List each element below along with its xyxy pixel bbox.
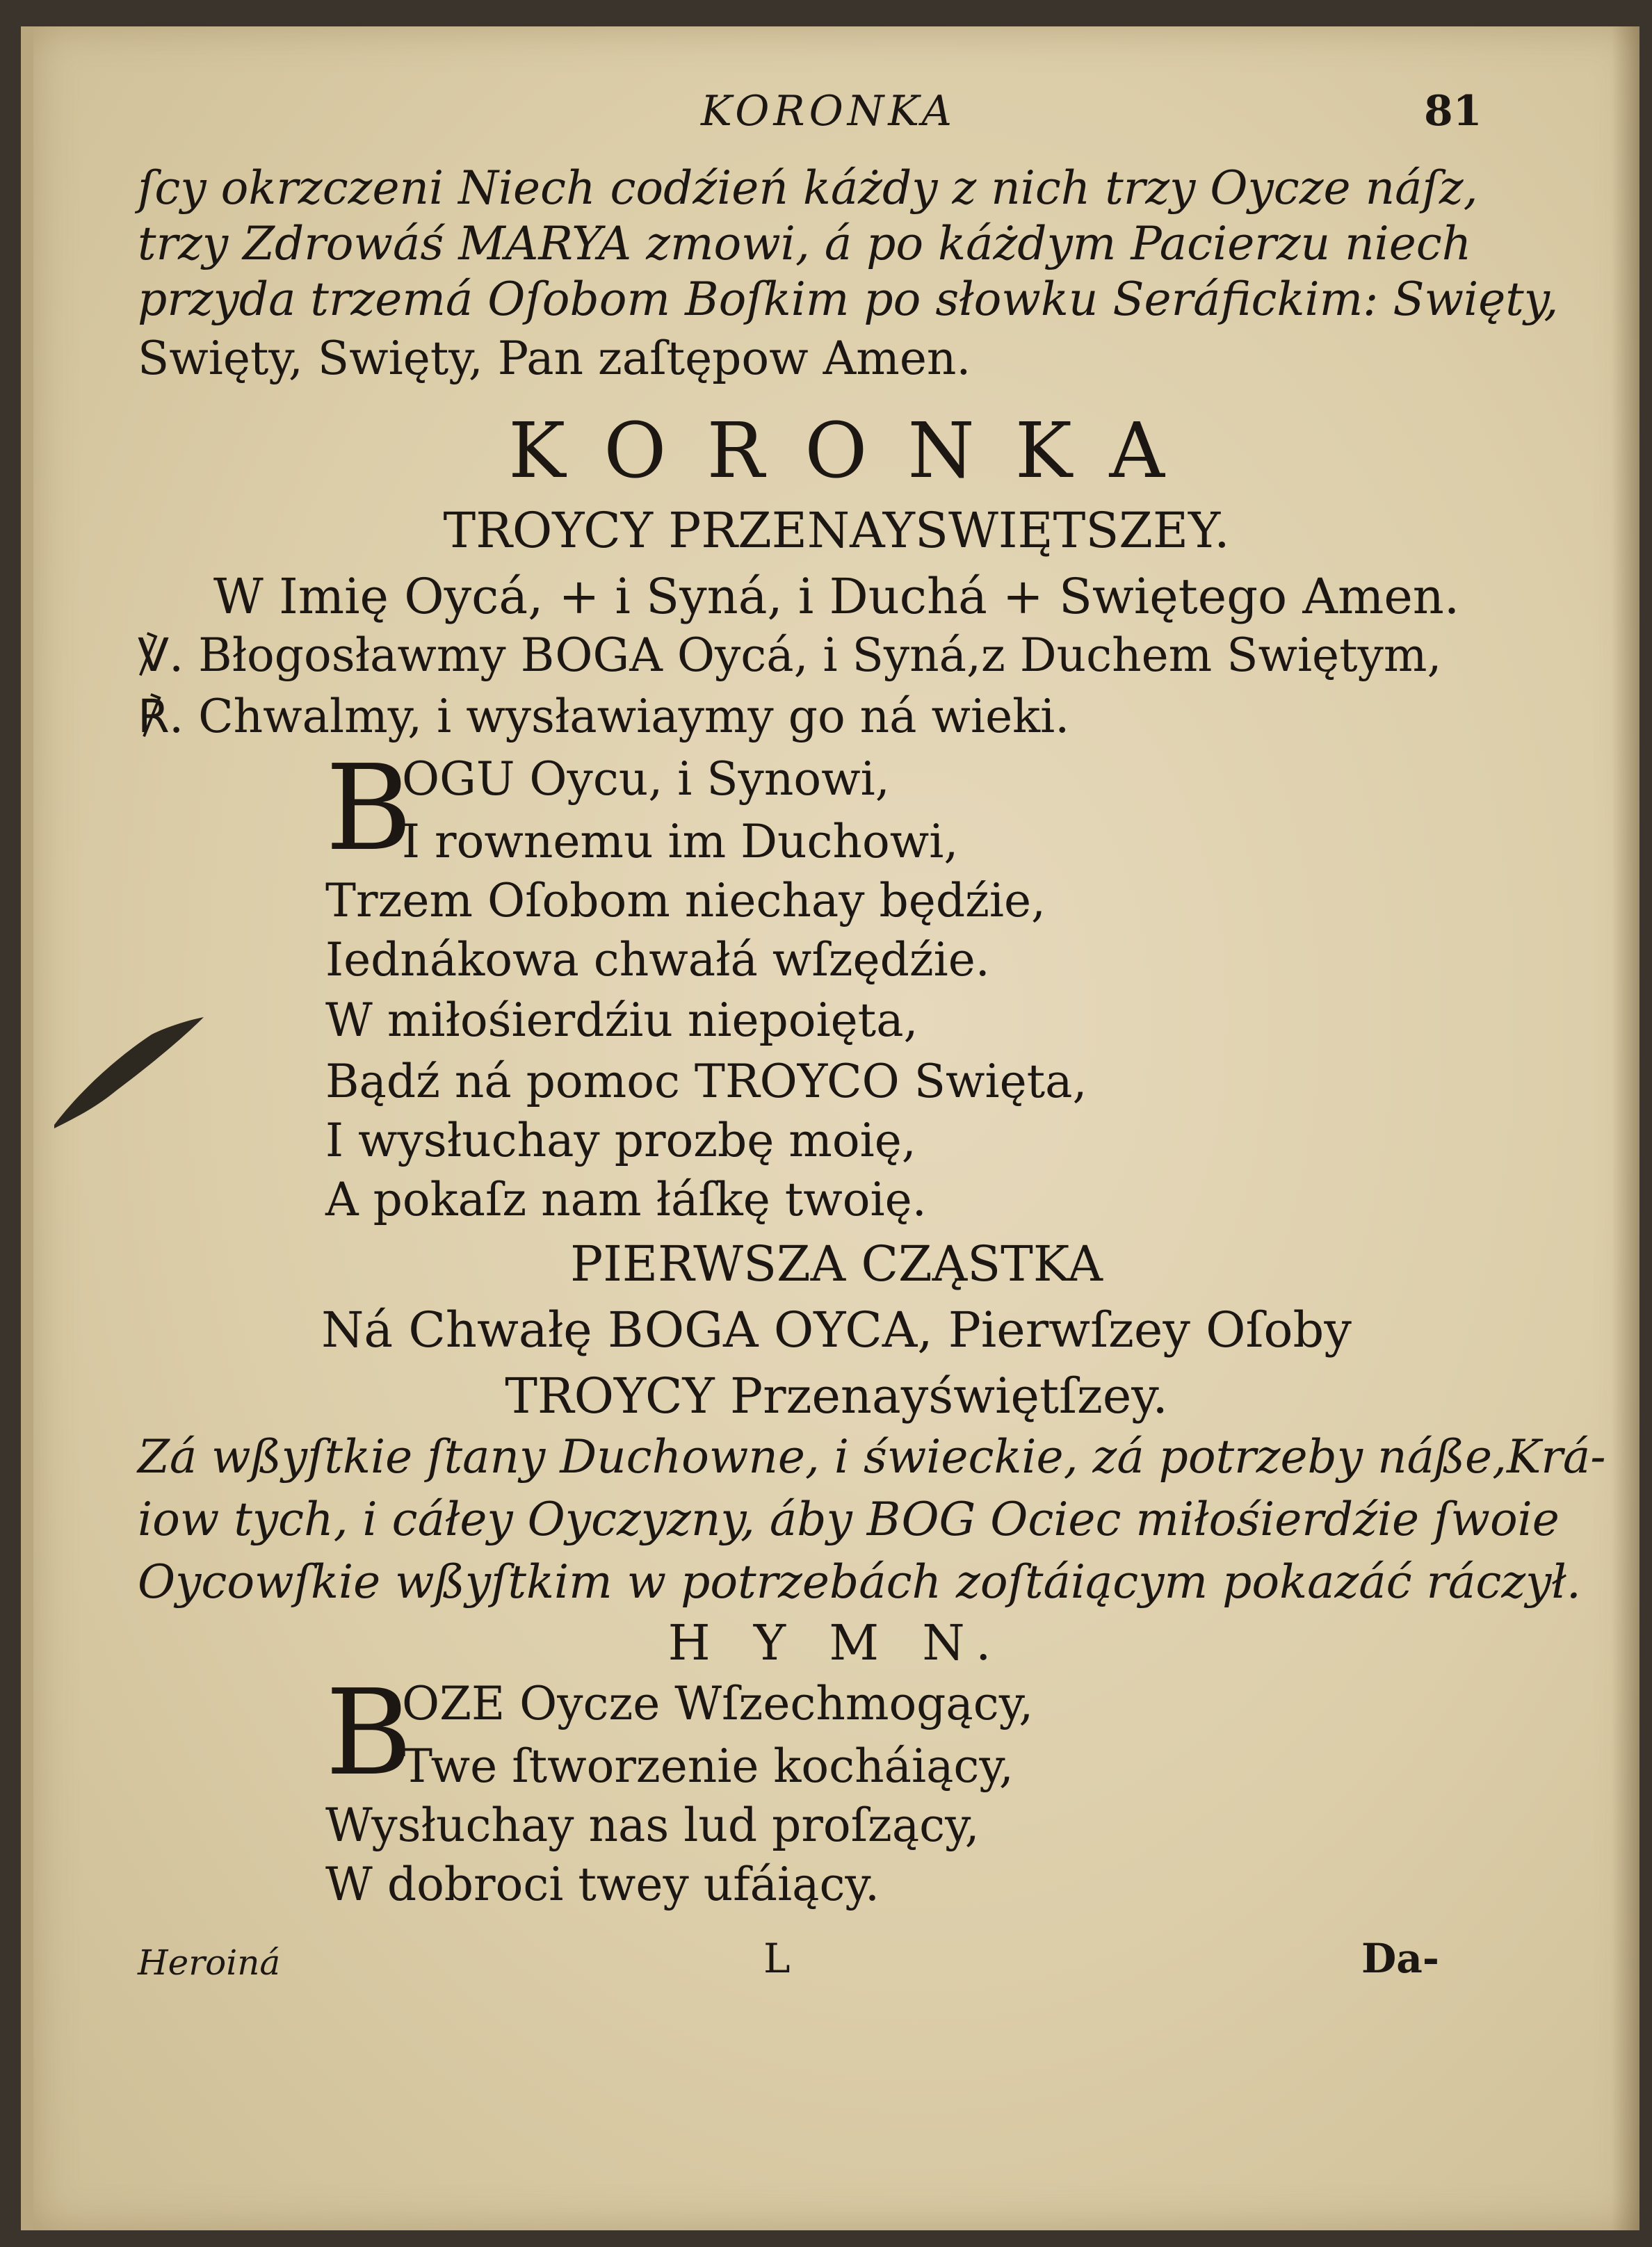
signature-mark: L (763, 1935, 791, 1982)
intro-line-1: ſcy okrzczeni Niech codźień káżdy z nich trzy Oycze náſz, (138, 161, 1478, 215)
section-heading: PIERWSZA CZĄSTKA (570, 1235, 1103, 1292)
response: ℟. Chwalmy, i wysławiaymy go ná wieki. (138, 690, 1070, 743)
intro-line-3: przyda trzemá Oſobom Boſkim po słowku Seráfickim: Swięty, (138, 273, 1559, 326)
hymn1-line-1: OGU Oycu, i Synowi, (402, 752, 890, 806)
section-line-2: Ná Chwałę BOGA OYCA, Pierwſzey Oſoby (321, 1301, 1352, 1358)
versicle: ℣. Błogosławmy BOGA Oycá, i Syná,z Duchem Swiętym, (138, 628, 1442, 682)
hymn1-line-3: Trzem Oſobom niechay będźie, (325, 874, 1046, 927)
book-page (21, 26, 1639, 2230)
ink-blot (47, 1014, 207, 1132)
hymn2-line-1: OZE Oycze Wſzechmogący, (402, 1677, 1034, 1730)
page-number: 81 (1424, 87, 1482, 136)
hymn1-line-8: A pokaſz nam łáſkę twoię. (325, 1173, 927, 1226)
intention-line-2: iow tych, i cáłey Oyczyzny, áby BOG Ociec miłośierdźie ſwoie (138, 1493, 1560, 1546)
intro-line-2: trzy Zdrowáś MARYA zmowi, á po káżdym Pacierzu niech (138, 217, 1472, 270)
catchword: Da- (1361, 1935, 1439, 1982)
hymn1-line-7: I wysłuchay prozbę moię, (325, 1114, 916, 1167)
footer-left: Heroiná (138, 1942, 281, 1983)
hymn1-line-6: Bądź ná pomoc TROYCO Swięta, (325, 1055, 1087, 1108)
dropcap-b-2: B (325, 1664, 412, 1802)
subtitle: TROYCY PRZENAYSWIĘTSZEY. (443, 502, 1230, 559)
hymn2-line-2: Twe ſtworzenie kocháiący, (402, 1739, 1014, 1793)
intention-line-1: Zá wßyſtkie ſtany Duchowne, i świeckie, zá potrzeby náße,Krá- (138, 1430, 1606, 1484)
dropcap-b-1: B (325, 740, 412, 877)
page-title: KORONKA (508, 406, 1205, 495)
invocation: W Imię Oycá, + i Syná, i Duchá + Swiętego Amen. (213, 568, 1460, 625)
hymn1-line-2: I rownemu im Duchowi, (402, 815, 959, 868)
hymn-heading: H Y M N. (667, 1614, 1005, 1671)
intention-line-3: Oycowſkie wßyſtkim w potrzebách zoſtáiącym pokazáć ráczył. (138, 1555, 1581, 1609)
running-title: KORONKA (701, 87, 956, 136)
hymn2-line-4: W dobroci twey ufáiący. (325, 1858, 880, 1911)
hymn1-line-5: W miłośierdźiu niepoięta, (325, 993, 918, 1047)
section-line-3: TROYCY Przenayświętſzey. (505, 1368, 1168, 1425)
hymn1-line-4: Iednákowa chwałá wſzędźie. (325, 933, 990, 987)
hymn2-line-3: Wysłuchay nas lud proſzący, (325, 1799, 980, 1852)
intro-line-4: Swięty, Swięty, Pan zaſtępow Amen. (138, 332, 971, 385)
